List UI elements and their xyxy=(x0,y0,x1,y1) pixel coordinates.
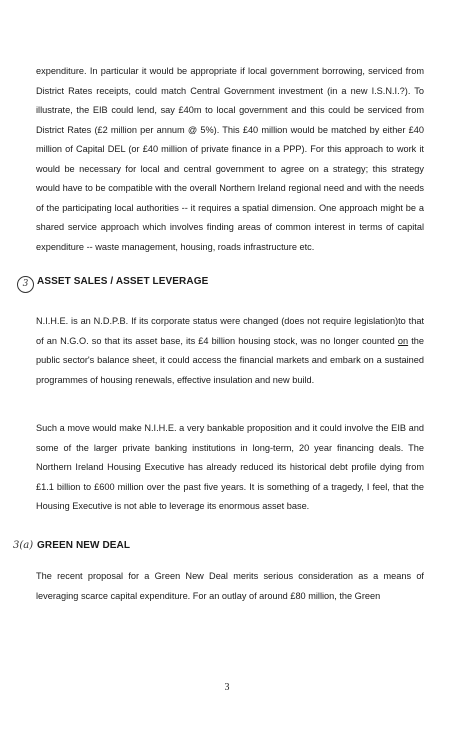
paragraph-expenditure: expenditure. In particular it would be appropriate if local government borrowing, serviced from District Rates receipts, could match Central Government investment (in a new I.S.N.I.?). To illustrate, the EIB could lend, say £40m to local government and this could be serviced from District Rates (£2 million per annum @ 5%). This £40 million would be matched by either £40 million of Capital DEL (or £40 million of private finance in a PPP). For this approach to work it would be necessary for local and central government to agree on a strategy; this strategy would have to be compatible with the overall Northern Ireland regional need and with the needs of the participating local authorities -- it requires a spatial dimension. One approach might be a shared service approach which involves finding areas of common interest in terms of capital expenditure -- waste management, housing, roads infrastructure etc. xyxy=(36,66,424,252)
heading-green-new-deal: GREEN NEW DEAL xyxy=(37,540,131,551)
heading-asset-sales: ASSET SALES / ASSET LEVERAGE xyxy=(37,276,209,287)
paragraph-nihe-text-b: the public sector's balance sheet, it could access the financial markets and embark on a sustained programmes of housing renewals, effective insulation and new build. xyxy=(36,335,424,385)
handwritten-3a-marker: 3(a) xyxy=(13,540,34,551)
paragraph-green-new-deal: The recent proposal for a Green New Deal merits serious consideration as a means of leveraging scarce capital expenditure. For an outlay of around £80 million, the Green xyxy=(36,571,424,601)
paragraph-nihe-text-a: N.I.H.E. is an N.D.P.B. If its corporate status were changed (does not require legislation)to that of an N.G.O. so that its asset base, its £4 billion housing stock, was no longer counted xyxy=(36,316,424,346)
paragraph-nihe-status xyxy=(36,312,424,390)
handwritten-circled-3: 3 xyxy=(17,276,34,293)
paragraph-bankable-proposition: Such a move would make N.I.H.E. a very bankable proposition and it could involve the EIB and some of the larger private banking institutions in long-term, 20 year financing deals. The Northern Ireland Housing Executive has already reduced its historical debt profile dying from £1.1 billion to £600 million over the past five years. It is something of a tragedy, I feel, that the Housing Executive is not able to leverage its enormous asset base. xyxy=(36,423,424,511)
underlined-on: on xyxy=(397,335,409,346)
page-number: 3 xyxy=(224,682,230,693)
